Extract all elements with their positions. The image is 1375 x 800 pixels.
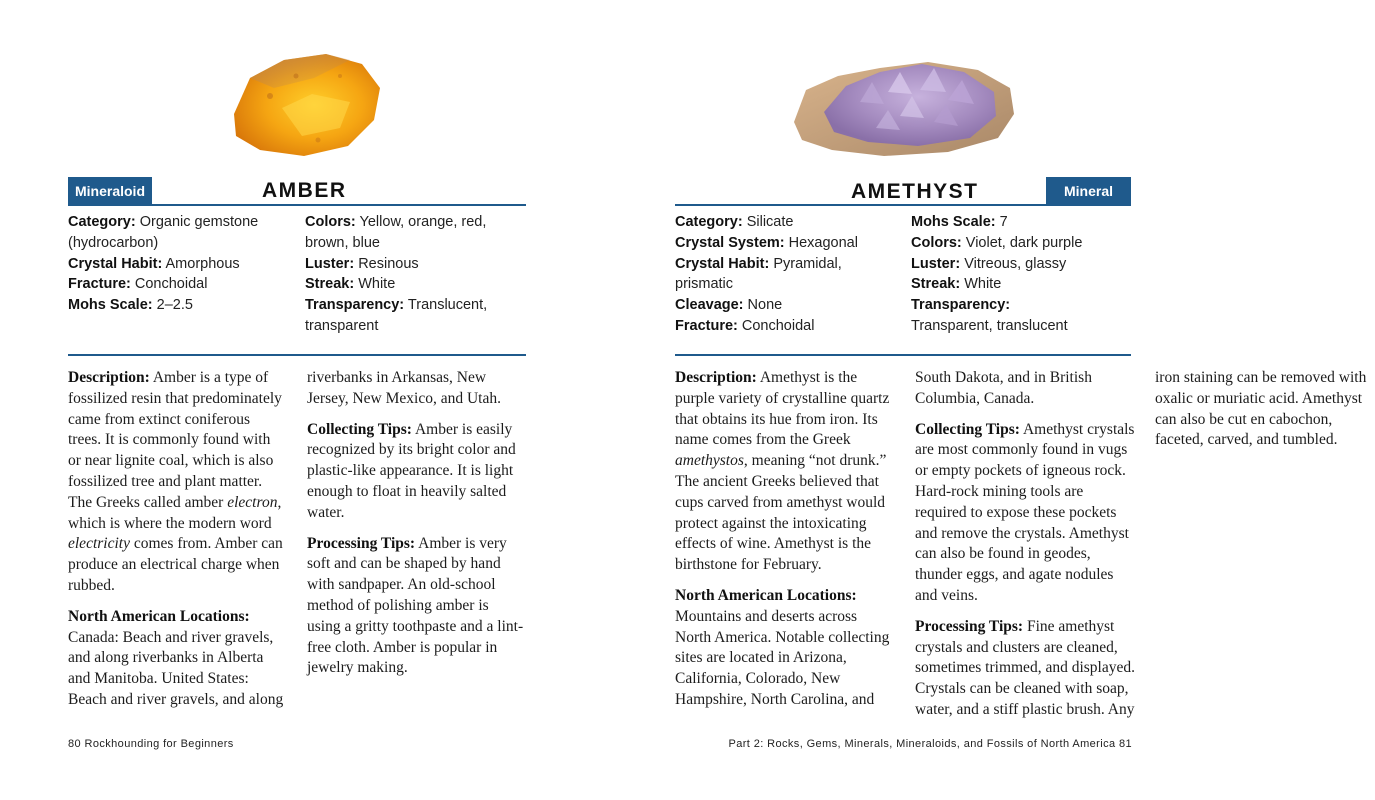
property-row: Streak: White — [305, 276, 396, 293]
right-page — [600, 0, 1367, 800]
mineral-badge: Mineral — [1046, 177, 1131, 205]
property-row: Category: Silicate — [675, 214, 794, 230]
property-row: Luster: Resinous — [305, 255, 419, 272]
property-row: Crystal Habit: Pyramidal, prismatic — [675, 255, 842, 293]
property-row: Colors: Violet, dark purple — [911, 234, 1083, 251]
collecting-tips-paragraph: Collecting Tips: Amber is easily recognized by its bright color and plastic-like appearance. It is light enough to float in heavily salted water. — [307, 420, 516, 521]
amber-body-text — [68, 368, 526, 728]
amber-header — [68, 177, 526, 207]
property-row: Mohs Scale: 7 — [911, 214, 1008, 230]
description-paragraph: Description: Amethyst is the purple variety of crystalline quartz that obtains its hue from iron. Its name comes from the Greek amethystos, meaning “not drunk.” The ancient Greeks believed that cups carved from amethyst would protect against the intoxicating effects of wine. Amethyst is the birthstone for February. — [675, 369, 890, 574]
amethyst-header — [675, 177, 1131, 207]
property-row: Colors: Yellow, orange, red, brown, blue — [305, 214, 487, 251]
amber-properties — [68, 212, 526, 342]
property-row: Streak: White — [911, 276, 1002, 293]
processing-tips-paragraph: Processing Tips: Amber is very soft and can be shaped by hand with sandpaper. An old-school method of polishing amber is using a gritty toothpaste and a lint-free cloth. Amber is popular in jewelry making. — [307, 534, 524, 677]
left-page — [0, 0, 600, 800]
property-row: Crystal Habit: Amorphous — [68, 255, 240, 272]
amethyst-body-text — [675, 368, 1367, 734]
property-row: Cleavage: None — [675, 297, 783, 314]
locations-paragraph: North American Locations: Canada: Beach and river gravels, and along riverbanks in Alberta and Manitoba. United States: Beach and river gravels, and along riverbanks in Arkansas, New Jersey, New Mexico, and Utah. — [68, 369, 501, 708]
property-row: Luster: Vitreous, glassy — [911, 255, 1067, 272]
header-rule — [68, 204, 526, 206]
property-row: Crystal System: Hexagonal — [675, 234, 858, 251]
properties-col-right — [911, 212, 1131, 337]
mineraloid-badge: Mineraloid — [68, 177, 152, 205]
amber-title: AMBER — [262, 179, 347, 202]
properties-col-right — [305, 212, 529, 337]
property-row: Fracture: Conchoidal — [675, 317, 815, 334]
processing-tips-paragraph: Processing Tips: Fine amethyst crystals and clusters are cleaned, sometimes trimmed, and displayed. Crystals can be cleaned with soap, water, and a stiff plastic brush. Any iron staining can be removed with oxalic or muriatic acid. Amethyst can also be cut en cabochon, faceted, carved, and tumbled. — [915, 369, 1367, 718]
property-row: Category: Organic gemstone (hydrocarbon) — [68, 214, 259, 251]
properties-col-left — [68, 212, 293, 316]
property-row: Transparency: Transparent, translucent — [911, 297, 1068, 334]
amethyst-specimen-image — [788, 50, 1018, 160]
amethyst-properties — [675, 212, 1131, 342]
section-divider — [68, 354, 526, 356]
description-paragraph: Description: Amber is a type of fossilized resin that predominately came from extinct coniferous trees. It is commonly found with or near lignite coal, which is also fossilized tree and plant matter. The Greeks called amber electron, which is where the modern word electricity comes from. Amber can produce an electrical charge when rubbed. — [68, 369, 283, 594]
header-rule — [675, 204, 1131, 206]
locations-paragraph: North American Locations: Mountains and deserts across North America. Notable collecting sites are located in Arizona, California, Colorado, New Hampshire, North Carolina, and South Dakota, and in British Columbia, Canada. — [675, 369, 1092, 708]
property-row: Mohs Scale: 2–2.5 — [68, 297, 193, 314]
property-row: Fracture: Conchoidal — [68, 276, 208, 293]
properties-col-left — [675, 212, 900, 337]
amethyst-title: AMETHYST — [851, 180, 979, 203]
property-row: Transparency: Translucent, transparent — [305, 297, 488, 334]
right-page-footer: Part 2: Rocks, Gems, Minerals, Mineraloids, and Fossils of North America 81 — [728, 738, 1132, 750]
left-page-footer: 80 Rockhounding for Beginners — [68, 738, 234, 750]
collecting-tips-paragraph: Collecting Tips: Amethyst crystals are most commonly found in vugs or empty pockets of igneous rock. Hard-rock mining tools are required to expose these pockets and remove the crystals. Amethyst can also be found in geodes, thunder eggs, and agate nodules and veins. — [915, 420, 1135, 604]
amber-specimen-image — [222, 48, 384, 160]
section-divider — [675, 354, 1131, 356]
